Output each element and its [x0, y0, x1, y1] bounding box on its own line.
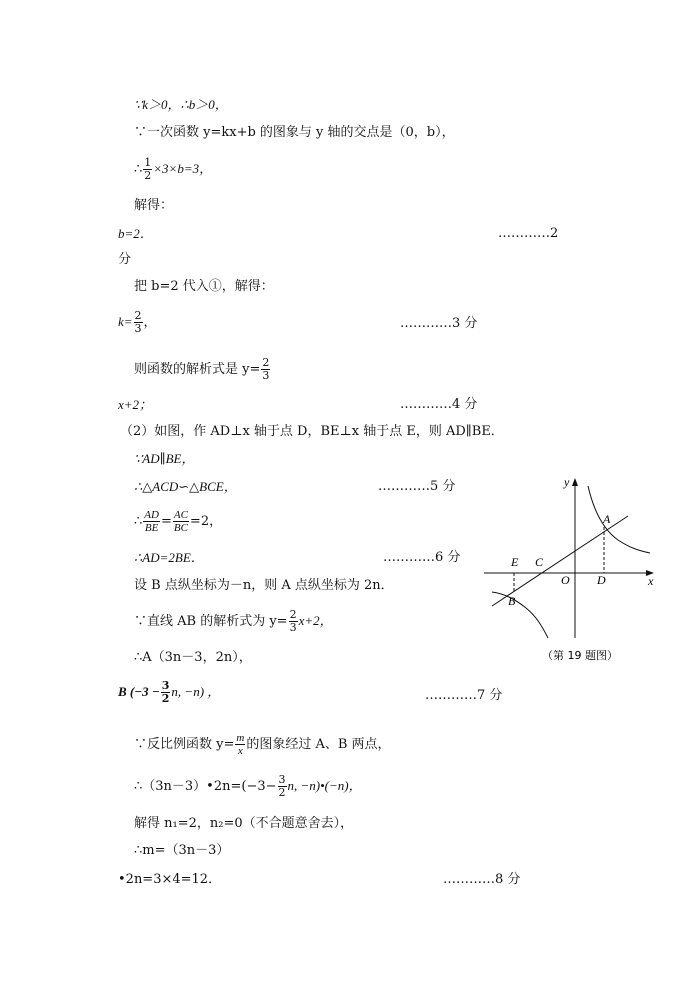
score-6: …………6 分 [383, 550, 461, 565]
therefore-symbol: ∴ [134, 162, 143, 177]
label-a: A [603, 512, 611, 526]
line-13: ∴△ACD∽△BCE， [134, 479, 237, 494]
fraction-numerator: 3 [161, 679, 170, 692]
line-8-punct: ， [143, 315, 157, 330]
fraction-denominator: BC [173, 522, 188, 534]
line-17 [134, 609, 333, 634]
fraction-numerator: 2 [134, 309, 142, 322]
fraction-two-thirds [261, 357, 270, 382]
line-23: ∴m=（3n－3） [134, 843, 230, 858]
line-16: 设 B 点纵坐标为－n，则 A 点纵坐标为 2n． [134, 578, 394, 593]
line-7: 把 b=2 代入①，解得： [134, 279, 274, 294]
score-5: …………5 分 [378, 479, 456, 494]
line-1: ∵k＞0，∴b＞0， [134, 97, 228, 112]
line-3-text: ×3×b=3， [153, 161, 213, 176]
line-21-text: ∴（3n－3）•2n=(−3− [134, 779, 277, 794]
line-9 [134, 357, 271, 382]
label-d: D [597, 573, 606, 587]
line-20-rest: 的图象经过 A、B 两点， [246, 737, 391, 752]
line-19 [118, 680, 220, 705]
y-axis-arrow-icon [572, 478, 578, 486]
fraction-three-halves [278, 774, 287, 799]
label-o: O [561, 573, 570, 587]
fraction-numerator: 2 [262, 356, 270, 369]
label-e: E [511, 555, 519, 569]
fraction-denominator: 3 [134, 322, 142, 335]
line-6: 分 [118, 252, 132, 267]
fraction-m-over-x [235, 732, 245, 757]
label-y: y [564, 475, 570, 489]
label-x: x [648, 574, 654, 588]
fraction-numerator: m [236, 732, 245, 744]
line-22: 解得 n₁=2，n₂=0（不合题意舍去）， [134, 816, 354, 831]
line-2: ∵一次函数 y=kx+b 的图象与 y 轴的交点是（0，b）， [134, 125, 455, 140]
fraction-half [143, 157, 152, 182]
score-2: …………2 [498, 226, 559, 241]
line-9-text: 则函数的解析式是 y= [134, 362, 261, 377]
line-5: b=2． [118, 226, 153, 241]
fraction-denominator: 2 [144, 169, 152, 182]
line-20 [134, 732, 391, 757]
label-c: C [535, 555, 544, 569]
fraction-denominator: BE [144, 522, 159, 534]
fraction-ad-be [143, 509, 160, 534]
fraction-numerator: AD [144, 509, 159, 521]
line-3 [134, 157, 212, 182]
fraction-denominator: 2 [161, 692, 170, 705]
score-8: …………8 分 [443, 872, 521, 887]
line-11: （2）如图，作 AD⊥x 轴于点 D，BE⊥x 轴于点 E，则 AD∥BE． [120, 424, 504, 439]
score-7: …………7 分 [425, 688, 503, 703]
fraction-denominator: 2 [278, 786, 286, 799]
line-24: •2n=3×4=12． [118, 872, 222, 887]
line-19-lhs: B (−3 − [118, 684, 160, 699]
line-17-rest: x+2， [298, 613, 333, 628]
fraction-three-halves [161, 680, 171, 705]
fraction-denominator: 3 [289, 621, 297, 634]
fraction-two-thirds [134, 310, 143, 335]
line-10: x+2； [118, 397, 153, 412]
fraction-denominator: 3 [262, 369, 270, 382]
line-15: ∴AD=2BE． [134, 550, 204, 565]
line-19-rest: n, −n) ， [171, 684, 221, 699]
fraction-denominator: x [237, 745, 243, 757]
line-21-rest: n, −n)•(−n)， [287, 778, 362, 793]
fraction-ac-bc [173, 509, 189, 534]
fraction-numerator: 2 [289, 608, 297, 621]
line-8 [118, 310, 157, 335]
line-4: 解得： [134, 198, 174, 213]
fraction-numerator: 3 [278, 773, 286, 786]
label-b: B [508, 594, 516, 608]
fraction-numerator: 1 [144, 156, 152, 169]
line-14 [134, 509, 222, 534]
score-4: …………4 分 [400, 397, 478, 412]
line-8-lhs: k= [118, 314, 133, 329]
equals-sign: = [160, 514, 172, 529]
line-14-text: =2， [189, 514, 223, 529]
line-18: ∴A（3n－3，2n）， [134, 650, 252, 665]
fraction-two-thirds [289, 609, 298, 634]
line-12: ∵AD∥BE， [134, 451, 195, 466]
therefore-symbol: ∴ [134, 514, 143, 529]
hyperbola-branch-upper [588, 486, 650, 553]
line-20-text: ∵反比例函数 y= [134, 737, 235, 752]
fraction-numerator: AC [173, 509, 188, 521]
figure-graph [480, 472, 680, 672]
score-3: …………3 分 [400, 316, 478, 331]
line-17-text: ∵直线 AB 的解析式为 y= [134, 614, 288, 629]
hyperbola-branch-lower [492, 592, 548, 638]
line-21 [134, 774, 362, 799]
figure-caption: （第 19 题图） [542, 649, 618, 662]
